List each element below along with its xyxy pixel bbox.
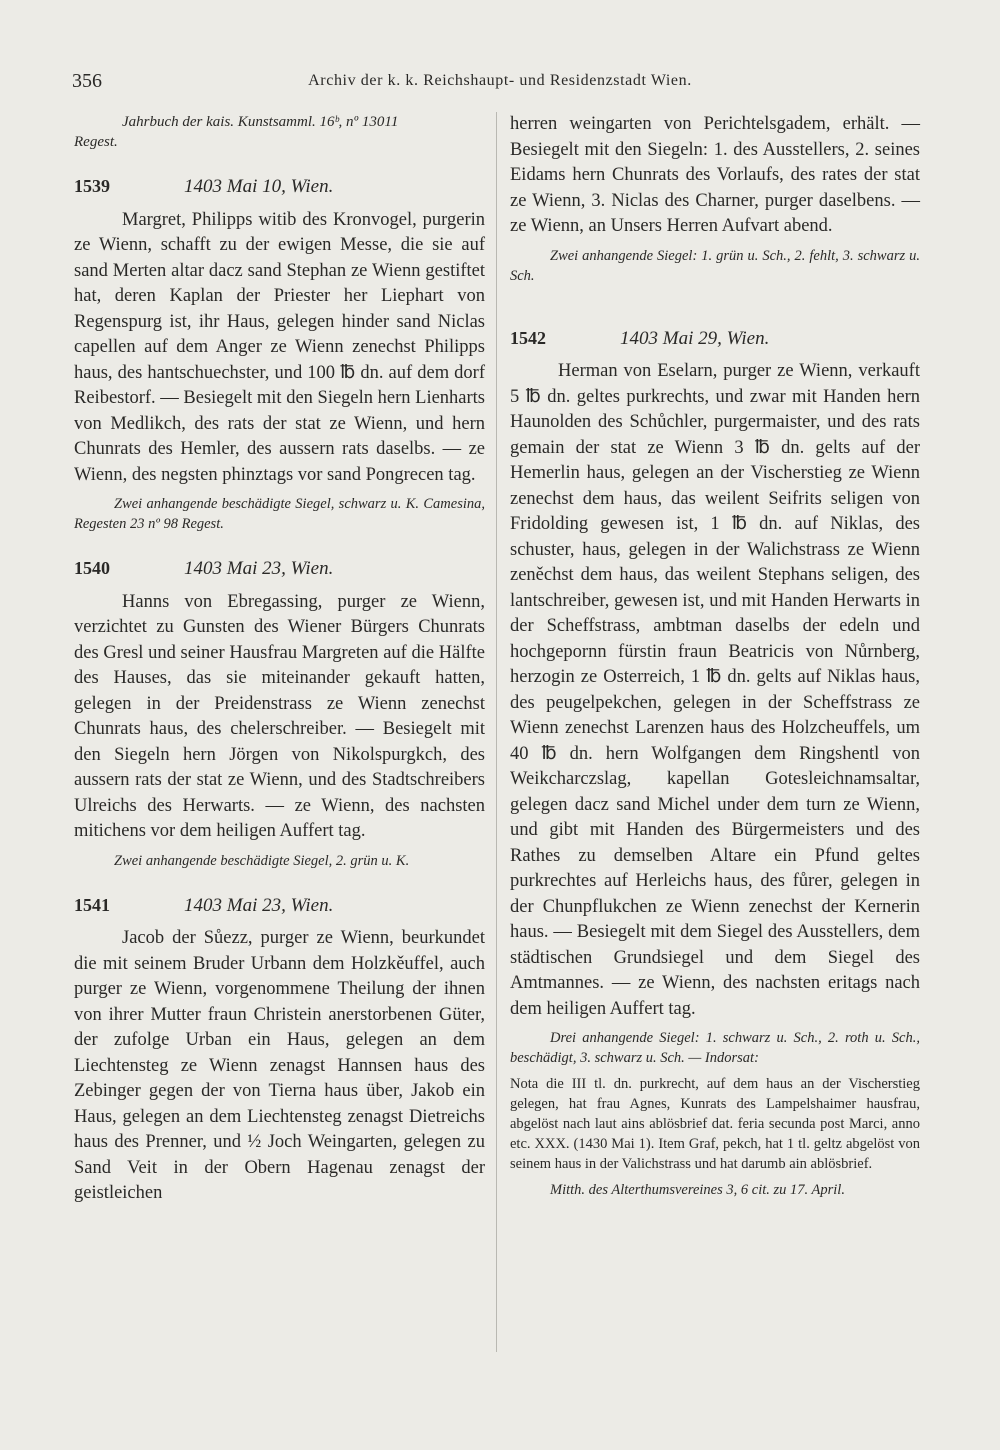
- reference-line: Regest.: [74, 134, 118, 150]
- citation-note: Mitth. des Alterthumsvereines 3, 6 cit. zu 17. April.: [550, 1182, 845, 1198]
- previous-entry-reference: [74, 112, 485, 152]
- page-header: [0, 70, 1000, 96]
- entry-heading: [74, 893, 485, 919]
- endorsement-note: Nota die III tl. dn. purkrecht, auf dem haus an der Vischerstieg gelegen, hat frau Agnes, Kunrats des Lampelshaimer hausfrau, abgelöst nach laut ains ablösbrief dat. feria secunda post Marci, anno etc. XXX. (1430 Mai 1). Item Graf, pekch, hat 1 tl. geltz abgelöst von seinem haus in der Valichstrass und hat darumb ain ablösbrief.: [510, 1076, 920, 1172]
- page-number: 356: [72, 70, 102, 92]
- running-title: Archiv der k. k. Reichshaupt- und Residenzstadt Wien.: [308, 72, 692, 89]
- column-divider: [496, 112, 497, 1352]
- seal-note: Zwei anhangende beschädigte Siegel, 2. grün u. K.: [114, 852, 410, 869]
- entry-number: 1540: [74, 558, 110, 578]
- entry-date: 1403 Mai 23, Wien.: [184, 894, 334, 916]
- entry-number: 1542: [510, 327, 546, 348]
- seal-note: Zwei anhangende Siegel: 1. grün u. Sch., 2. fehlt, 3. schwarz u. Sch.: [510, 247, 920, 284]
- entry-text: Jacob der Sůezz, purger ze Wienn, beurkundet die mit seinem Bruder Urbann dem Holzkěuffel, auch purger ze Wienn, vorgenommene Theilung der ihnen von ihrer Mutter fraun Christein anerstorbenen Güter, der zufolge Urban ein Haus, gelegen an dem Liechtensteg ze Wienn zenagst Hannsen haus des Zebinger gegen der von Tierna haus über, Jakob ein Haus, gelegen an dem Liechtensteg zenagst Dietreichs haus des Prenner, und ½ Joch Weingarten, gelegen zu Sand Veit in der Obern Hagenau zenagst der geistleichen: [74, 928, 485, 1203]
- right-column: [510, 112, 920, 1200]
- entry-text: Hanns von Ebregassing, purger ze Wienn, verzichtet zu Gunsten des Wiener Bürgers Chunrats des Gresl und seiner Hausfrau Margreten auf die Hälfte des Hauses, das sie miteinander gekauft hatten, gelegen in der Preidenstrass ze Wienn zenechst Chunrats haus, des chelerschreiber. — Besiegelt mit den Siegeln hern Jörgen von Nikolspurgkch, des aussern rats der stat ze Wienn, und des Stadtschreibers Ulreichs des Herwarts. — ze Wienn, des nachsten mitichens vor dem heiligen Auffert tag.: [74, 591, 485, 841]
- entry-number: 1539: [74, 176, 110, 196]
- entry-text: Margret, Philipps witib des Kronvogel, purgerin ze Wienn, schafft zu der ewigen Messe, die sie auf sand Merten altar dacz sand Stephan ze Wienn gestiftet hat, deren Kaplan der Priester her Liephart von Regenspurg ist, ihr Haus, gelegen hinder sand Niclas capellen auf dem Anger ze Wienn zenechst Philipps haus, des hantschuechster, und 100 ℔ dn. auf dem dorf Reibestorf. — Besiegelt mit den Siegeln hern Lienharts von Medlikch, des rats der stat ze Wienn, und hern Chunrats des Hemler, des aussern rats daselbs. — ze Wienn, des negsten phinztags vor sand Pongrecen tag.: [74, 209, 486, 485]
- seal-note: Zwei anhangende beschädigte Siegel, schwarz u. K. Camesina, Regesten 23 nº 98 Regest.: [74, 496, 485, 532]
- seal-note: Drei anhangende Siegel: 1. schwarz u. Sch., 2. roth u. Sch., beschädigt, 3. schwarz u. Sch. — Indorsat:: [510, 1030, 920, 1066]
- entry-text: Herman von Eselarn, purger ze Wienn, verkauft 5 ℔ dn. geltes purkrechts, und zwar mit Handen hern Haunolden des Schůchler, purgermaister, und des rats gemain der stat ze Wienn 3 ℔ dn. gelts auf der Hemerlin haus, gelegen an der Vischerstieg ze Wienn zenechst dem haus, das weilent Seifrits seligen von Fridolding gewesen ist, 1 ℔ dn. auf Niklas, des schuster, haus, gelegen in der Walichstrass ze Wienn zeněchst dem haus, das weilent Stephans seligen, des lantschreiber, gewesen ist, und mit Handen Herwarts in der Scheffstrass, ambtman daselbs der edeln und hochgepornn fürstin fraun Beatricis von Nůrnberg, herzogin ze Osterreich, 1 ℔ dn. gelts auf Niklas haus, des peugelpekchen, gelegen in der Scheffstrass ze Wienn zenechst Larenzen haus des Holzcheuffels, um 40 ℔ dn. hern Wolfgangen dem Ringshentl von Weikcharczslag, kapellan Gotesleichnamsaltar, gelegen dacz sand Michel under dem turn ze Wienn, und gibt mit Handen des Bürgermeisters und des Rathes zu demselben Altare ein Pfund geltes purkrechtes auf Herleichs haus, des fůrer, gelegen in der Chunpflukchen ze Wienn zenechst der Kernerin haus. — Besiegelt mit dem Siegel des Ausstellers, dem städtischen Grundsiegel und dem Siegel des Amtmannes. — ze Wienn, des nachsten eritags nach dem heiligen Auffert tag.: [510, 361, 920, 1019]
- reference-line: Jahrbuch der kais. Kunstsamml. 16ᵇ, nº 13011: [122, 114, 399, 130]
- entry-number: 1541: [74, 894, 110, 915]
- entry-date: 1403 Mai 29, Wien.: [620, 327, 770, 349]
- entry-date: 1403 Mai 10, Wien.: [184, 176, 334, 197]
- entry-date: 1403 Mai 23, Wien.: [184, 558, 334, 579]
- left-column: [74, 112, 485, 1207]
- continued-entry-text: herren weingarten von Perichtelsgadem, erhält. — Besiegelt mit den Siegeln: 1. des Ausstellers, 2. seines Eidams hern Chunrats des Vorlaufs, des rates der stat ze Wienn, 3. Niclas des Charner, purger daselbens. — ze Wienn, an Unsers Herren Aufvart abend.: [510, 114, 920, 236]
- entry-heading: [74, 174, 485, 200]
- entry-heading: [74, 556, 485, 582]
- entry-heading: [510, 326, 920, 352]
